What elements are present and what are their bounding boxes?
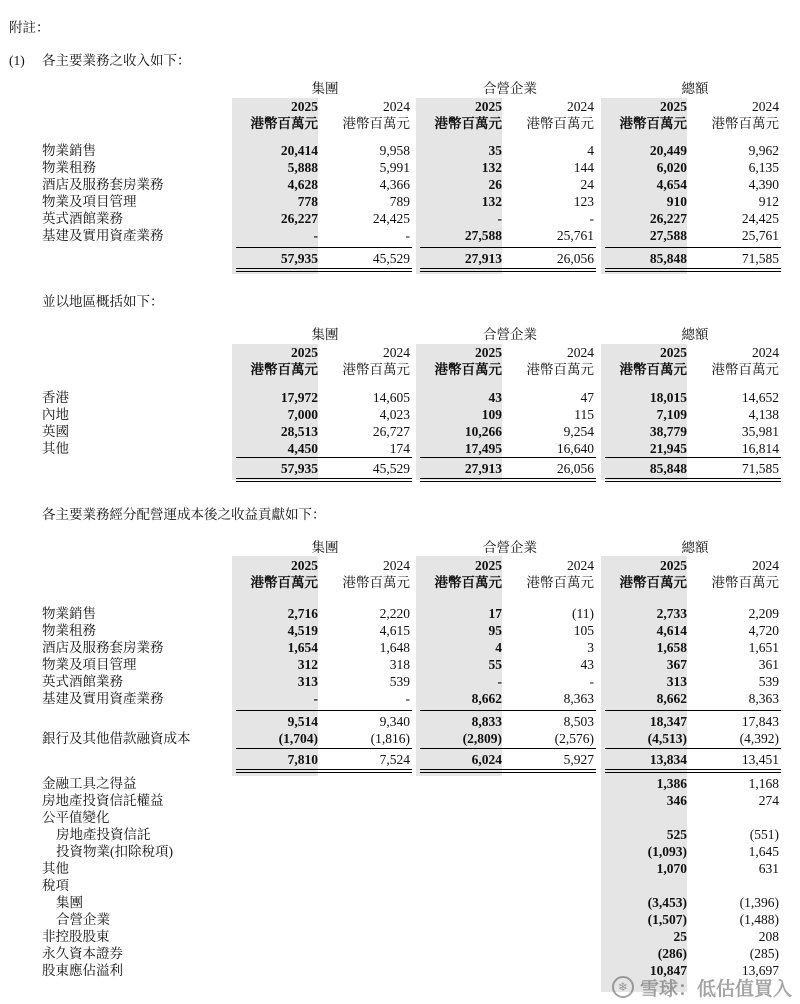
- table-cell: 38,779: [649, 424, 687, 439]
- table-cell: 7,109: [656, 407, 687, 422]
- row-label: 稅項: [42, 878, 69, 893]
- table-cell: 43: [488, 390, 502, 405]
- table-cell: 9,958: [379, 143, 410, 158]
- table-cell: 8,363: [563, 691, 594, 706]
- table-cell: 313: [666, 674, 687, 689]
- year-header: 2024: [383, 345, 410, 360]
- row-label: 永久資本證券: [42, 946, 123, 961]
- row-label: 英式酒館業務: [42, 211, 123, 226]
- column-group-total: 總額: [681, 327, 709, 342]
- table-cell: 7,524: [379, 752, 410, 767]
- total-double-rule: [420, 772, 596, 773]
- table-cell: 57,935: [280, 461, 318, 476]
- table-cell: 1,651: [748, 640, 779, 655]
- table-cell: 17: [488, 606, 502, 621]
- year-header: 2025: [291, 99, 318, 114]
- table-cell: 4,023: [379, 407, 410, 422]
- column-group-total: 總額: [681, 81, 709, 96]
- table-cell: 16,814: [741, 441, 779, 456]
- row-label: 公平值變化: [42, 810, 110, 825]
- table-cell: 631: [758, 861, 779, 876]
- table-cell: 4,628: [287, 177, 318, 192]
- row-label: 英式酒館業務: [42, 674, 123, 689]
- table-cell: 27,913: [464, 251, 502, 266]
- total-double-rule: [236, 772, 412, 773]
- year-header: 2025: [660, 345, 687, 360]
- table-cell: (2,576): [554, 731, 594, 746]
- year-header: 2024: [567, 345, 594, 360]
- total-double-rule: [420, 271, 596, 272]
- subtotal-rule: [605, 710, 781, 711]
- row-label: 物業租務: [42, 160, 96, 175]
- table-cell: 6,135: [748, 160, 779, 175]
- year-header: 2025: [291, 558, 318, 573]
- table-cell: 912: [758, 194, 779, 209]
- unit-header: 港幣百萬元: [619, 575, 687, 590]
- table-cell: (11): [572, 606, 594, 621]
- table-cell: 1,168: [748, 776, 779, 791]
- unit-header: 港幣百萬元: [250, 116, 318, 131]
- table-cell: 5,888: [287, 160, 318, 175]
- unit-header: 港幣百萬元: [711, 116, 779, 131]
- row-label: 物業及項目管理: [42, 657, 137, 672]
- table-cell: 28,513: [280, 424, 318, 439]
- table-cell: -: [497, 674, 502, 689]
- table-cell: (551): [749, 827, 779, 842]
- table-cell: (2,809): [462, 731, 502, 746]
- table-cell: 4,614: [656, 623, 687, 638]
- table-cell: (1,488): [739, 912, 779, 927]
- table-cell: 55: [488, 657, 502, 672]
- table-cell: 9,254: [563, 424, 594, 439]
- table-cell: 4,138: [748, 407, 779, 422]
- year-header: 2024: [752, 345, 779, 360]
- table-cell: (1,396): [739, 895, 779, 910]
- total-double-rule: [605, 271, 781, 272]
- table-cell: 17,495: [464, 441, 502, 456]
- column-group-total: 總額: [681, 540, 709, 555]
- row-label: 合營企業: [56, 912, 110, 927]
- table-cell: 1,658: [656, 640, 687, 655]
- table-cell: 2,716: [287, 606, 318, 621]
- table-cell: 6,024: [471, 752, 502, 767]
- section-intro-contribution: 各主要業務經分配營運成本後之收益貢獻如下：: [42, 507, 326, 522]
- table-cell: -: [589, 674, 594, 689]
- table-cell: 105: [573, 623, 594, 638]
- table-cell: 4,519: [287, 623, 318, 638]
- total-double-rule: [420, 769, 596, 770]
- table-cell: 4,450: [287, 441, 318, 456]
- unit-header: 港幣百萬元: [711, 362, 779, 377]
- unit-header: 港幣百萬元: [434, 362, 502, 377]
- table-cell: (1,704): [278, 731, 318, 746]
- table-cell: 2,209: [748, 606, 779, 621]
- table-cell: 1,386: [656, 776, 687, 791]
- table-cell: 16,640: [556, 441, 594, 456]
- row-label: 內地: [42, 407, 69, 422]
- total-double-rule: [605, 769, 781, 770]
- table-cell: 27,588: [464, 228, 502, 243]
- notes-title: 附註：: [9, 20, 50, 35]
- table-cell: 361: [758, 657, 779, 672]
- table-cell: 14,652: [741, 390, 779, 405]
- row-label: 酒店及服務套房業務: [42, 640, 164, 655]
- total-double-rule: [605, 478, 781, 479]
- table-cell: 43: [580, 657, 594, 672]
- table-cell: 123: [573, 194, 594, 209]
- year-header: 2025: [475, 558, 502, 573]
- subtotal-rule: [420, 748, 596, 749]
- total-double-rule: [236, 268, 412, 269]
- table-cell: 5,927: [563, 752, 594, 767]
- table-cell: 26,056: [556, 251, 594, 266]
- subtotal-rule: [605, 247, 781, 248]
- row-label: 集團: [56, 895, 83, 910]
- table-cell: 132: [481, 160, 502, 175]
- table-cell: 312: [297, 657, 318, 672]
- table-cell: 57,935: [280, 251, 318, 266]
- table-cell: 18,347: [649, 714, 687, 729]
- table-cell: 35: [488, 143, 502, 158]
- table-cell: 274: [758, 793, 779, 808]
- table-cell: 525: [666, 827, 687, 842]
- table-cell: 1,645: [748, 844, 779, 859]
- total-double-rule: [605, 772, 781, 773]
- total-double-rule: [420, 268, 596, 269]
- total-double-rule: [236, 769, 412, 770]
- table-cell: 539: [389, 674, 410, 689]
- unit-header: 港幣百萬元: [434, 116, 502, 131]
- table-cell: 26: [488, 177, 502, 192]
- table-cell: 9,962: [748, 143, 779, 158]
- row-label: 香港: [42, 390, 69, 405]
- table-cell: 174: [389, 441, 410, 456]
- year-header: 2025: [660, 558, 687, 573]
- table-cell: 27,913: [464, 461, 502, 476]
- row-label-finance-cost: 銀行及其他借款融資成本: [42, 731, 191, 746]
- table-cell: 2,220: [379, 606, 410, 621]
- row-label: 物業銷售: [42, 143, 96, 158]
- table-cell: (1,816): [370, 731, 410, 746]
- row-label: 物業及項目管理: [42, 194, 137, 209]
- table-cell: 17,843: [741, 714, 779, 729]
- subtotal-rule: [420, 247, 596, 248]
- row-label: 其他: [42, 441, 69, 456]
- unit-header: 港幣百萬元: [526, 575, 594, 590]
- table-cell: (4,392): [739, 731, 779, 746]
- table-cell: -: [405, 228, 410, 243]
- table-cell: 789: [389, 194, 410, 209]
- table-cell: 20,449: [649, 143, 687, 158]
- table-cell: 26,056: [556, 461, 594, 476]
- table-cell: (1,093): [647, 844, 687, 859]
- table-cell: 14,605: [372, 390, 410, 405]
- table-cell: 71,585: [741, 251, 779, 266]
- table-cell: 2,733: [656, 606, 687, 621]
- table-cell: 8,363: [748, 691, 779, 706]
- table-cell: 95: [488, 623, 502, 638]
- row-label: 基建及實用資產業務: [42, 691, 164, 706]
- table-cell: -: [405, 691, 410, 706]
- snowball-logo-icon: ❄: [612, 976, 634, 998]
- unit-header: 港幣百萬元: [250, 362, 318, 377]
- table-cell: 25,761: [556, 228, 594, 243]
- table-cell: 8,833: [471, 714, 502, 729]
- table-cell: 4,615: [379, 623, 410, 638]
- unit-header: 港幣百萬元: [434, 575, 502, 590]
- row-label: 股東應佔溢利: [42, 963, 123, 978]
- table-cell: 18,015: [649, 390, 687, 405]
- table-cell: 109: [481, 407, 502, 422]
- table-cell: 26,727: [372, 424, 410, 439]
- row-label: 投資物業(扣除稅項): [56, 844, 173, 859]
- table-cell: 21,945: [649, 441, 687, 456]
- table-cell: 4: [587, 143, 594, 158]
- unit-header: 港幣百萬元: [342, 362, 410, 377]
- column-group-group: 集團: [311, 327, 339, 342]
- table-cell: 4,366: [379, 177, 410, 192]
- column-group-jv: 合營企業: [483, 81, 537, 96]
- watermark-text: 雪球：低估值買入: [639, 977, 792, 1000]
- table-cell: 85,848: [649, 251, 687, 266]
- table-cell: 45,529: [372, 461, 410, 476]
- year-header: 2025: [475, 99, 502, 114]
- table-cell: 17,972: [280, 390, 318, 405]
- table-cell: 13,451: [741, 752, 779, 767]
- section-intro-region: 並以地區概括如下：: [42, 294, 164, 309]
- table-cell: 25: [673, 929, 687, 944]
- table-cell: 6,020: [656, 160, 687, 175]
- year-header: 2024: [752, 99, 779, 114]
- table-cell: 10,847: [649, 963, 687, 978]
- total-double-rule: [236, 481, 412, 482]
- table-cell: 1,654: [287, 640, 318, 655]
- table-cell: 47: [580, 390, 594, 405]
- total-double-rule: [605, 481, 781, 482]
- table-cell: (1,507): [647, 912, 687, 927]
- table-cell: 9,514: [287, 714, 318, 729]
- table-cell: 13,697: [741, 963, 779, 978]
- subtotal-rule: [420, 457, 596, 458]
- subtotal-rule: [420, 710, 596, 711]
- table-cell: 45,529: [372, 251, 410, 266]
- table-cell: 9,340: [379, 714, 410, 729]
- table-cell: 35,981: [741, 424, 779, 439]
- table-cell: 4: [495, 640, 502, 655]
- year-header: 2024: [752, 558, 779, 573]
- table-cell: 13,834: [649, 752, 687, 767]
- row-label: 房地產投資信託權益: [42, 793, 164, 808]
- table-cell: (286): [657, 946, 687, 961]
- table-cell: 8,662: [471, 691, 502, 706]
- table-cell: 318: [389, 657, 410, 672]
- unit-header: 港幣百萬元: [526, 362, 594, 377]
- subtotal-rule: [236, 247, 412, 248]
- table-cell: 85,848: [649, 461, 687, 476]
- table-cell: (3,453): [647, 895, 687, 910]
- year-header: 2025: [291, 345, 318, 360]
- column-group-group: 集團: [311, 540, 339, 555]
- total-double-rule: [236, 271, 412, 272]
- table-cell: 4,720: [748, 623, 779, 638]
- table-cell: 367: [666, 657, 687, 672]
- table-cell: 132: [481, 194, 502, 209]
- row-label: 酒店及服務套房業務: [42, 177, 164, 192]
- table-cell: 7,810: [287, 752, 318, 767]
- table-cell: 20,414: [280, 143, 318, 158]
- subtotal-rule: [236, 710, 412, 711]
- table-cell: 115: [574, 407, 594, 422]
- table-cell: 539: [758, 674, 779, 689]
- column-group-group: 集團: [311, 81, 339, 96]
- unit-header: 港幣百萬元: [250, 575, 318, 590]
- row-label: 非控股股東: [42, 929, 110, 944]
- unit-header: 港幣百萬元: [619, 362, 687, 377]
- row-label: 物業銷售: [42, 606, 96, 621]
- table-cell: 778: [297, 194, 318, 209]
- row-label: 其他: [42, 861, 69, 876]
- table-cell: 71,585: [741, 461, 779, 476]
- table-cell: -: [497, 211, 502, 226]
- year-header: 2024: [567, 558, 594, 573]
- table-cell: 1,070: [656, 861, 687, 876]
- table-cell: 26,227: [649, 211, 687, 226]
- table-cell: -: [589, 211, 594, 226]
- watermark: [612, 974, 792, 1000]
- table-cell: (285): [749, 946, 779, 961]
- subtotal-rule: [605, 748, 781, 749]
- row-label: 英國: [42, 424, 69, 439]
- table-cell: 24: [580, 177, 594, 192]
- table-cell: 208: [758, 929, 779, 944]
- column-group-jv: 合營企業: [483, 327, 537, 342]
- year-header: 2024: [383, 558, 410, 573]
- table-cell: -: [313, 228, 318, 243]
- table-cell: 8,503: [563, 714, 594, 729]
- unit-header: 港幣百萬元: [526, 116, 594, 131]
- column-group-jv: 合營企業: [483, 540, 537, 555]
- row-label: 金融工具之得益: [42, 776, 137, 791]
- table-cell: 24,425: [741, 211, 779, 226]
- row-label: 房地產投資信託: [56, 827, 151, 842]
- table-cell: 4,390: [748, 177, 779, 192]
- table-cell: 10,266: [464, 424, 502, 439]
- year-header: 2024: [383, 99, 410, 114]
- table-cell: 7,000: [287, 407, 318, 422]
- year-header: 2025: [475, 345, 502, 360]
- table-cell: 313: [297, 674, 318, 689]
- row-label: 基建及實用資產業務: [42, 228, 164, 243]
- unit-header: 港幣百萬元: [619, 116, 687, 131]
- subtotal-rule: [236, 457, 412, 458]
- table-cell: 5,991: [379, 160, 410, 175]
- table-cell: (4,513): [647, 731, 687, 746]
- subtotal-rule: [236, 748, 412, 749]
- total-double-rule: [420, 478, 596, 479]
- total-double-rule: [420, 481, 596, 482]
- section-intro-revenue: 各主要業務之收入如下：: [42, 53, 191, 68]
- table-cell: 1,648: [379, 640, 410, 655]
- unit-header: 港幣百萬元: [711, 575, 779, 590]
- table-cell: 3: [587, 640, 594, 655]
- unit-header: 港幣百萬元: [342, 575, 410, 590]
- table-cell: 8,662: [656, 691, 687, 706]
- table-cell: 25,761: [741, 228, 779, 243]
- table-cell: 26,227: [280, 211, 318, 226]
- table-cell: 144: [573, 160, 594, 175]
- note-number: (1): [9, 53, 25, 68]
- total-double-rule: [605, 268, 781, 269]
- table-cell: 24,425: [372, 211, 410, 226]
- table-cell: 27,588: [649, 228, 687, 243]
- row-label: 物業租務: [42, 623, 96, 638]
- table-cell: 910: [666, 194, 687, 209]
- total-double-rule: [236, 478, 412, 479]
- year-header: 2025: [660, 99, 687, 114]
- table-cell: 4,654: [656, 177, 687, 192]
- year-header: 2024: [567, 99, 594, 114]
- subtotal-rule: [605, 457, 781, 458]
- table-cell: -: [313, 691, 318, 706]
- table-cell: 346: [666, 793, 687, 808]
- unit-header: 港幣百萬元: [342, 116, 410, 131]
